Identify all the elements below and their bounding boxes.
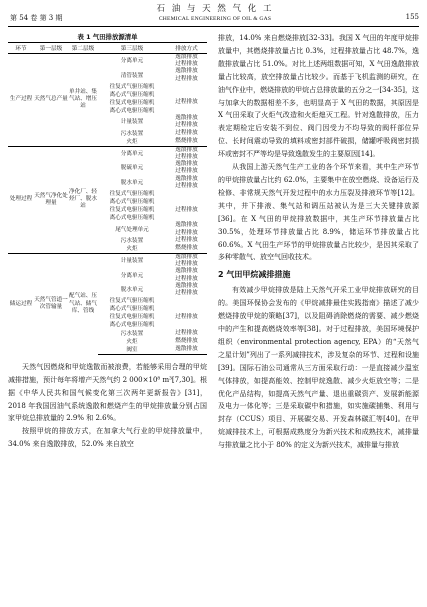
emission-mode: 过程排放: [175, 168, 198, 175]
emission-mode-cell: [166, 297, 207, 305]
col-header-emission-mode: 排放方式: [166, 43, 207, 54]
col-header-level1: 第一层级: [34, 43, 68, 54]
emission-mode-cell: [166, 176, 207, 190]
level3-cell: 离心式气驱压缩机: [109, 91, 155, 98]
level3-cell: 离心式电驱压缩机: [109, 215, 155, 222]
emission-mode-cell: [166, 253, 207, 268]
emission-mode-cell: [166, 115, 207, 129]
emission-mode: 逸散排放: [175, 268, 198, 275]
emission-mode-cell: [166, 305, 207, 313]
emission-mode: 过程排放: [175, 229, 198, 236]
emission-mode: 过程排放: [175, 122, 198, 129]
left-column: [8, 32, 207, 451]
stage-cell: 处理过程: [8, 146, 34, 253]
journal-title-cn: 石 油 与 天 然 气 化 工: [156, 4, 274, 14]
level3-cell: 离心式气驱压缩机: [109, 199, 155, 206]
level3-cell: 分离单元: [120, 58, 144, 65]
emission-mode: 过程排放: [175, 330, 198, 336]
emission-mode-cell: [166, 245, 207, 254]
section-heading: 2 气田甲烷减排措施: [218, 270, 291, 280]
level3-cell: 尾气处理单元: [115, 226, 149, 233]
left-text: [8, 361, 207, 451]
emission-mode: 逸散排放: [175, 175, 198, 182]
level3-cell: 往复式电驱压缩机: [109, 100, 155, 106]
emission-mode: 过程排放: [175, 153, 198, 160]
emission-mode: 过程排放: [175, 275, 198, 282]
emission-mode-cell: [166, 68, 207, 82]
page-number: 155: [405, 13, 419, 21]
emission-mode: 逸散排放: [175, 346, 198, 353]
emission-mode: 过程排放: [175, 289, 198, 296]
col-header-stage: 环节: [8, 43, 34, 54]
emission-mode: 逸散排放: [175, 68, 198, 75]
level3-cell: 污水装置: [120, 330, 144, 337]
emission-mode: 过程排放: [175, 130, 198, 137]
emission-mode-cell: [166, 130, 207, 138]
level2-cell: 单井站、集气站、增压站: [69, 89, 97, 110]
level3-cell: 分离单元: [120, 272, 144, 279]
level3-cell: 往复式电驱压缩机: [109, 207, 155, 214]
emission-source-table: [8, 42, 207, 355]
level3-cell: 离心式电驱压缩机: [109, 322, 155, 329]
emission-mode-cell: [166, 91, 207, 99]
emission-mode-cell: [166, 346, 207, 355]
right-column: [218, 32, 419, 452]
level3-cell: 计量装置: [120, 119, 144, 126]
level3-cell: 计量装置: [98, 253, 166, 268]
emission-mode: 过程排放: [175, 261, 198, 268]
emission-mode-cell: [166, 313, 207, 321]
table-row: [8, 253, 207, 268]
level3-cell: 往复式电驱压缩机: [109, 314, 155, 321]
level3-cell: 火炬: [126, 338, 138, 345]
level1-cell: 天然气净化处理量: [34, 146, 68, 253]
stage-cell: 生产过程: [9, 96, 33, 103]
table-row: [8, 146, 207, 161]
paragraph: 从我国上游天然气生产工业的各个环节来看，其中生产环节的甲烷排放量占比约 62.0%，主要集中在放空燃烧、设备运行及检修、非常规天然气开发过程中的水力压裂及排液环节等[12]。其中，井下排液、集气站和调压站被认为是三大关键排放源[36]。在 X 气田的甲烷排放数据中，其生产环节排放量占比 30.5%，处理环节排放量占比 8.9%，储运环节排放量占比 60.6%。X 气田生产环节的甲烷排放量占比较少，是因其采取了多种零散气、放空气回收技术。: [218, 163, 419, 262]
table-title: 表 1 气田排放源清单: [77, 33, 138, 41]
level3-cell: 污水装置: [120, 237, 144, 244]
emission-mode-cell: [166, 190, 207, 198]
emission-mode: 过程排放: [175, 182, 198, 189]
level1-cell: 天然气管道一次管输量: [34, 253, 68, 354]
emission-mode: 燃烧排放: [175, 338, 198, 345]
emission-mode-cell: [166, 54, 207, 69]
emission-mode: 过程排放: [175, 313, 198, 320]
level3-cell: 往复式气驱压缩机: [109, 83, 155, 90]
emission-mode-cell: [166, 99, 207, 107]
emission-mode-cell: [166, 321, 207, 329]
header-rule: [8, 26, 419, 27]
emission-mode-cell: [166, 330, 207, 338]
emission-mode-cell: [166, 283, 207, 297]
emission-mode-cell: [166, 138, 207, 147]
table-header-row: [8, 43, 207, 54]
level3-cell: 脱硫单元: [120, 165, 144, 172]
table-body: [8, 54, 207, 355]
level3-cell: 离心式气驱压缩机: [109, 306, 155, 313]
volume-issue: 第 54 卷 第 3 期: [10, 14, 63, 22]
emission-mode: 逸散排放: [175, 54, 198, 60]
journal-title-en: CHEMICAL ENGINEERING OF OIL & GAS: [158, 16, 272, 22]
emission-mode: 逸散排放: [175, 253, 198, 260]
emission-mode: 逸散排放: [175, 115, 198, 122]
emission-mode: 燃烧排放: [175, 245, 198, 252]
level3-cell: 阀室: [98, 346, 166, 355]
emission-mode-cell: [166, 206, 207, 214]
emission-mode: 逸散排放: [175, 282, 198, 289]
emission-mode: 过程排放: [175, 75, 198, 82]
paragraph: 按照甲烷的排放方式，在加拿大气行业的甲烷排放量中，34.0% 来自逸散排放，52.0% 来自放空: [8, 427, 207, 449]
emission-mode-cell: [166, 198, 207, 206]
emission-mode: 过程排放: [175, 99, 198, 106]
emission-mode-cell: [166, 107, 207, 115]
paragraph: 有效减少甲烷排放是陆上天然气开采工业甲烷排放研究的目的。美国环保协会发布的《甲烷减排最佳实践指南》描述了减少燃烧排放甲烷的策略[37]，以及阻碍消除燃烧的需要、减少燃烧中的产生和提高燃烧效率等[38]。对于过程排放，美国环境保护组织（environmental protection agency, EPA）的“天然气之星计划”列出了一系列减排技术，涉及复杂的环节、过程和设施[39]。国际石油公司通常从三方面采取行动：一是直接减少温室气体排放，如提高能效、控制甲烷逸散、减少火炬放空等；二是优化产品结构，如提高天然气产量、退出重碳资产、发展新能源及电力一体化等；三是采取碳中和措施，如实施碳捕集、利用与封存（CCUS）项目、开展碳交易、开发森林碳汇等[40]。在甲烷减排技术上，可根据成熟度分为新兴技术和成熟技术，减排量与排放量之比小于 80% 的定义为新兴技术，减排量与排放: [218, 286, 419, 450]
level3-cell: 污水装置: [120, 130, 144, 137]
level2-cell: 配气站、压气站、储气库、管线: [68, 253, 98, 354]
paragraph: 天然气因燃烧和甲烷逸散而被浪费，若能够采用合理的甲烷减排措施，预计每年将增产天然气约 2 000×10⁸ m³[7,30]。根据《中华人民共和国气候变化第三次两年更新报告》[31]，2018 年我国因油气系统逸散和燃烧产生的甲烷排放量分别占国家甲烷总排放量的 2.9% 和 2.6%。: [8, 362, 207, 423]
emission-mode-cell: [166, 222, 207, 236]
emission-mode: 过程排放: [175, 237, 198, 244]
level3-cell: 火炬: [126, 138, 138, 145]
level3-cell: 往复式气驱压缩机: [109, 298, 155, 305]
emission-mode: 逸散排放: [175, 161, 198, 168]
emission-mode: 燃烧排放: [175, 138, 198, 145]
emission-mode-cell: [166, 146, 207, 161]
emission-mode-cell: [166, 83, 207, 91]
col-header-level3: 第三层级: [98, 43, 166, 54]
emission-mode-cell: [166, 268, 207, 282]
emission-mode: 逸散排放: [175, 146, 198, 153]
level3-cell: 清管装置: [120, 72, 144, 79]
journal-title: [130, 4, 300, 23]
level3-cell: 往复式气驱压缩机: [109, 191, 155, 197]
emission-mode-cell: [166, 161, 207, 175]
emission-mode: 逸散排放: [175, 222, 198, 229]
level1-cell: 天然气总产量: [34, 96, 68, 103]
stage-cell: 储运过程: [8, 253, 34, 354]
level3-cell: 离心式电驱压缩机: [109, 108, 155, 115]
paragraph: 排放，14.0% 来自燃烧排放[32-33]。我国 X 气田的年度甲烷排放量中，其燃烧排放量占比 0.3%，过程排放量占比 48.7%，逸散排放量占比 51.0%。对比上述两组数据可知，X 气田逸散排放量占比较高，放空排放量占比较少。而基于飞机监测的研究，在油气作业中，燃烧排放的甲烷占总排放量的五分之一[34-35]，这与加拿大的数据相差不多，也明显高于 X 气田的数据，其原因是 X 气田采取了火炬气改造和火炬熄灭工程。针对逸散排放，压力表定期检定后安装不到位、阀门因受力不均导致的阀杆部位异位、长时间震动导致的填料或密封部件破损，储罐呼吸阀密封损坏或密封不严等均是导致逸散发生的主要原因[14]。: [218, 34, 419, 159]
level3-cell: 分离单元: [98, 146, 166, 161]
col-header-level2: 第二层级: [68, 43, 98, 54]
level3-cell: 火炬: [126, 245, 138, 252]
table-row: [8, 54, 207, 69]
level2-cell: 净化厂、轻烃厂、脱水站: [68, 146, 98, 253]
level3-cell: 脱水单元: [120, 179, 144, 186]
level3-cell: 脱水单元: [120, 286, 144, 293]
emission-mode-cell: [166, 338, 207, 346]
emission-mode-cell: [166, 237, 207, 245]
emission-mode: 过程排放: [175, 206, 198, 213]
emission-mode: 过程排放: [175, 61, 198, 68]
